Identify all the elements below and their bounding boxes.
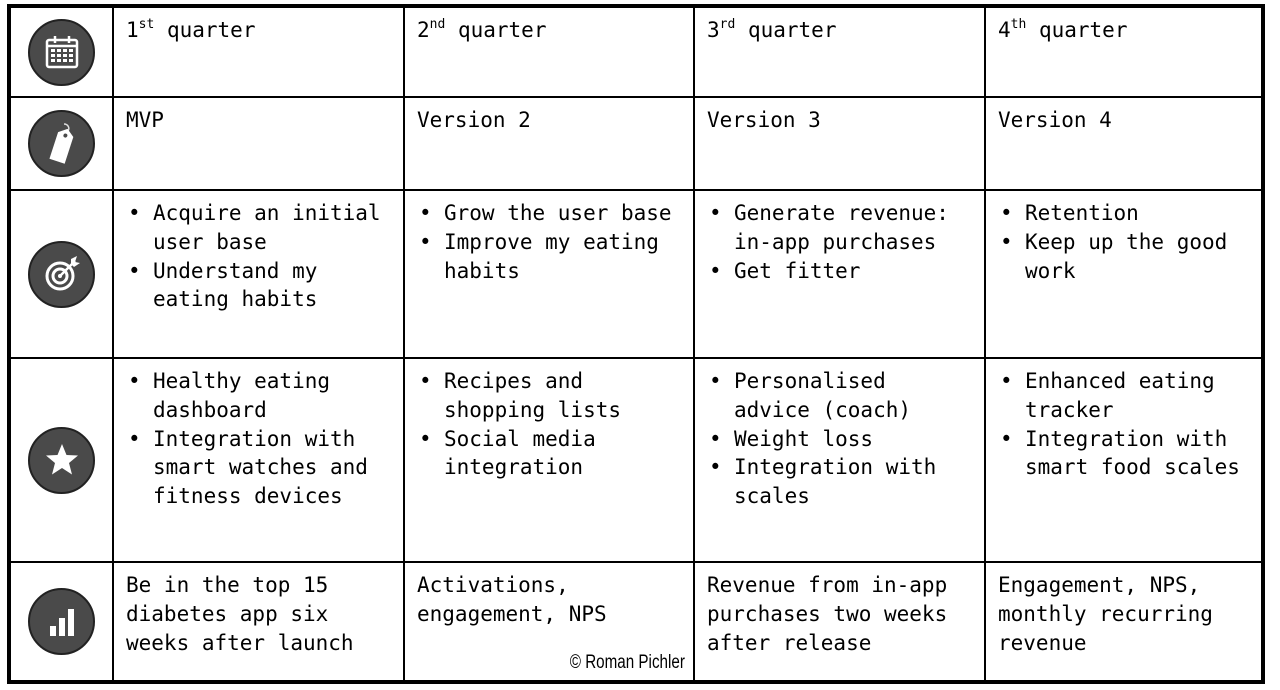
calendar-icon xyxy=(28,19,95,86)
list-item: • Get fitter xyxy=(707,257,974,286)
list-item: • Generate revenue: in-app purchases xyxy=(707,199,974,257)
list-item: • Weight loss xyxy=(707,425,974,454)
list-item: • Integration with smart watches and fitness devices xyxy=(126,425,393,511)
date-q2: 2nd quarter xyxy=(405,8,693,96)
bar-chart-icon xyxy=(28,588,95,655)
list-item: • Keep up the good work xyxy=(998,228,1251,286)
list-item: • Improve my eating habits xyxy=(417,228,683,286)
metrics-row-icon-cell xyxy=(11,563,112,680)
name-q1: MVP xyxy=(114,98,403,189)
list-item: • Recipes and shopping lists xyxy=(417,367,683,425)
list-item: • Understand my eating habits xyxy=(126,257,393,315)
list-item: • Integration with smart food scales xyxy=(998,425,1251,483)
goal-q3 xyxy=(695,191,984,357)
metrics-q2-text: Activations, engagement, NPS xyxy=(417,573,607,626)
target-icon xyxy=(28,241,95,308)
metrics-q2 xyxy=(405,563,693,680)
goal-q4 xyxy=(986,191,1261,357)
list-item: • Grow the user base xyxy=(417,199,683,228)
name-q4: Version 4 xyxy=(986,98,1261,189)
metrics-q1: Be in the top 15 diabetes app six weeks after launch xyxy=(114,563,403,680)
star-icon xyxy=(28,427,95,494)
copyright-notice: © Roman Pichler xyxy=(569,652,685,673)
goal-q1 xyxy=(114,191,403,357)
list-item: • Retention xyxy=(998,199,1251,228)
goal-q2 xyxy=(405,191,693,357)
feature-q2 xyxy=(405,359,693,561)
date-row-icon-cell xyxy=(11,8,112,96)
name-q2: Version 2 xyxy=(405,98,693,189)
tag-icon xyxy=(28,110,95,177)
list-item: • Social media integration xyxy=(417,425,683,483)
metrics-q3: Revenue from in-app purchases two weeks after release xyxy=(695,563,984,680)
list-item: • Personalised advice (coach) xyxy=(707,367,974,425)
metrics-q4: Engagement, NPS, monthly recurring revenue xyxy=(986,563,1261,680)
date-q4: 4th quarter xyxy=(986,8,1261,96)
product-roadmap-table xyxy=(7,4,1265,684)
list-item: • Healthy eating dashboard xyxy=(126,367,393,425)
list-item: • Acquire an initial user base xyxy=(126,199,393,257)
name-row-icon-cell xyxy=(11,98,112,189)
feature-row-icon-cell xyxy=(11,359,112,561)
feature-q1 xyxy=(114,359,403,561)
date-q3: 3rd quarter xyxy=(695,8,984,96)
date-q1: 1st quarter xyxy=(114,8,403,96)
list-item: • Enhanced eating tracker xyxy=(998,367,1251,425)
feature-q4 xyxy=(986,359,1261,561)
list-item: • Integration with scales xyxy=(707,453,974,511)
name-q3: Version 3 xyxy=(695,98,984,189)
goal-row-icon-cell xyxy=(11,191,112,357)
feature-q3 xyxy=(695,359,984,561)
